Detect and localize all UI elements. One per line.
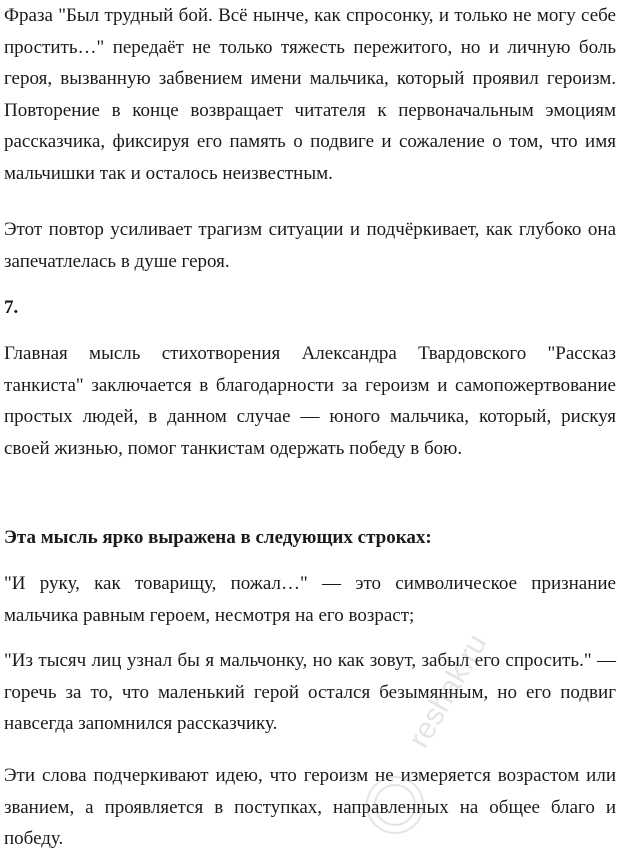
section-number: 7. xyxy=(4,297,19,318)
paragraph-phrase-analysis: Фраза "Был трудный бой. Всё нынче, как спросонку, и только не могу себе простить…" передаёт не только тяжесть пережитого, но и личную боль героя, вызванную забвением имени мальчика, который проявил героизм. Повторение в конце возвращает читателя к первоначальным эмоциям рассказчика, фиксируя его память о подвиге и сожаление о том, что имя мальчишки так и осталось неизвестным. xyxy=(4,5,616,184)
quote-forgot-name: "Из тысяч лиц узнал бы я мальчонку, но как зовут, забыл его спросить." — горечь за то, что маленький герой остался безымянным, но его подвиг навсегда запомнился рассказчику. xyxy=(4,650,616,734)
expressed-heading: Эта мысль ярко выражена в следующих строках: xyxy=(4,527,432,548)
paragraph-conclusion: Эти слова подчеркивают идею, что героизм не измеряется возрастом или званием, а проявляется в поступках, направленных на общее благо и победу. xyxy=(4,765,616,849)
paragraph-main-idea: Главная мысль стихотворения Александра Твардовского "Рассказ танкиста" заключается в благодарности за героизм и самопожертвование простых людей, в данном случае — юного мальчика, который, рискуя своей жизнью, помог танкистам одержать победу в бою. xyxy=(4,343,616,459)
watermark-text: reshak.ru xyxy=(402,628,494,754)
paragraph-repetition-effect: Этот повтор усиливает трагизм ситуации и подчёркивает, как глубоко она запечатлелась в душе героя. xyxy=(4,219,616,272)
quote-handshake: "И руку, как товарищу, пожал…" — это символическое признание мальчика равным героем, несмотря на его возраст; xyxy=(4,573,616,626)
